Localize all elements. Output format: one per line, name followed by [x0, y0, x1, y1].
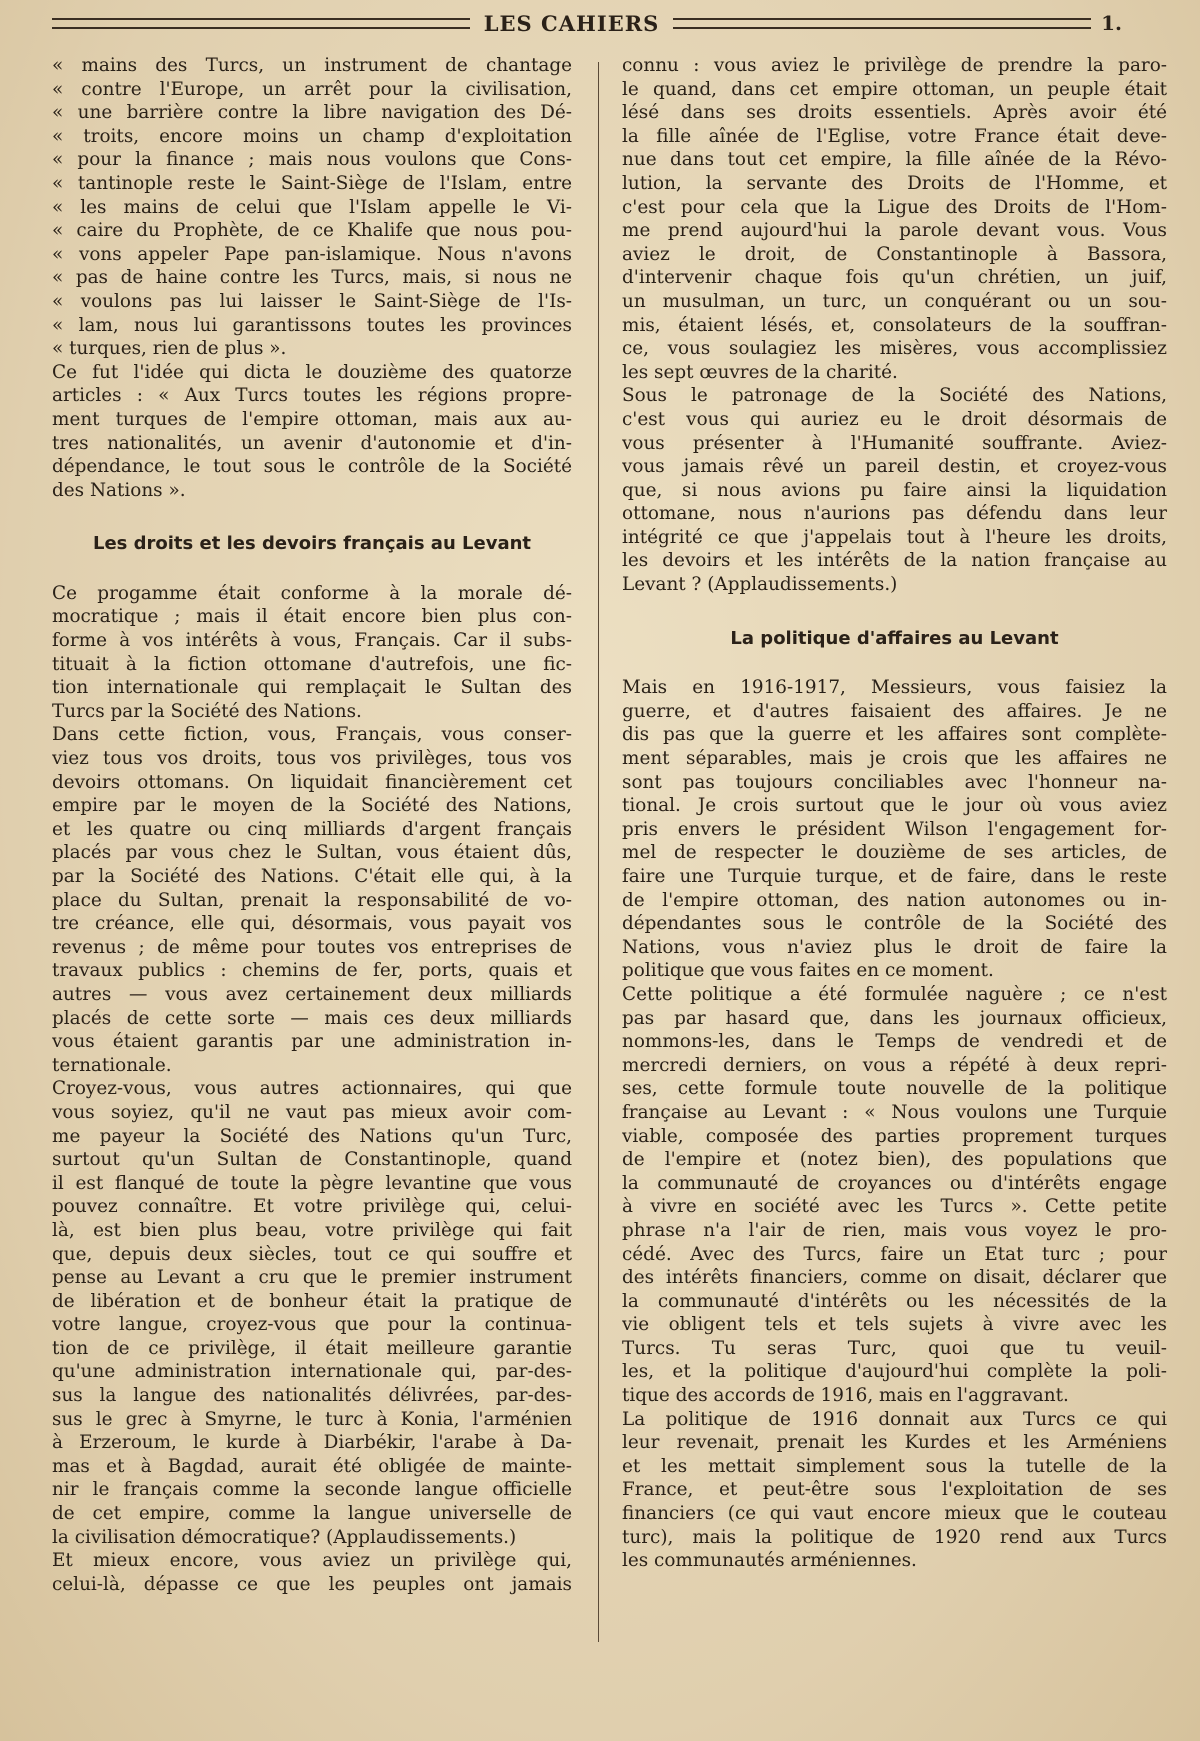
- text-line: forme à vos intérêts à vous, Français. Car il subs-: [52, 630, 572, 652]
- text-line: à vivre en société avec les Turcs ». Cette petite: [622, 1196, 1167, 1218]
- text-line: vous étaient garantis par une administration in-: [52, 1031, 572, 1053]
- text-line: sont pas toujours conciliables avec l'honneur na-: [622, 771, 1167, 793]
- text-line: lésé dans ses droits essentiels. Après avoir été: [622, 102, 1167, 124]
- text-line: Mais en 1916-1917, Messieurs, vous faisiez la: [622, 677, 1167, 699]
- text-line: Levant ? (Applaudissements.): [622, 574, 898, 596]
- text-line: viable, composée des parties proprement turques: [622, 1125, 1167, 1147]
- text-line: mis, étaient lésés, et, consolateurs de la souffran-: [622, 314, 1167, 336]
- text-line: dépendance, le tout sous le contrôle de la Société: [52, 456, 572, 478]
- text-line: place du Sultan, prenait la responsabilité de vo-: [52, 889, 572, 911]
- text-line: Cette politique a été formulée naguère ; ce n'est: [622, 983, 1167, 1005]
- text-line: que, depuis deux siècles, tout ce qui souffre et: [52, 1243, 572, 1265]
- text-line: financiers (ce qui vaut encore mieux que le couteau: [622, 1503, 1167, 1525]
- text-line: il est flanqué de toute la pègre levantine que vous: [52, 1172, 572, 1194]
- text-line: tique des accords de 1916, mais en l'aggravant.: [622, 1385, 1069, 1407]
- text-line: empire par le moyen de la Société des Nations,: [52, 795, 572, 817]
- text-line: vous jamais rêvé un pareil destin, et croyez-vous: [622, 456, 1167, 478]
- text-line: me prend aujourd'hui la parole devant vous. Vous: [622, 220, 1167, 242]
- text-line: des intérêts financiers, comme on disait, déclarer que: [622, 1267, 1167, 1289]
- text-line: ce, vous soulagiez les misères, vous accomplissiez: [622, 338, 1167, 360]
- text-line: « contre l'Europe, un arrêt pour la civilisation,: [52, 78, 572, 100]
- text-line: « les mains de celui que l'Islam appelle le Vi-: [52, 196, 572, 218]
- text-line: celui-là, dépasse ce que les peuples ont jamais: [52, 1573, 572, 1595]
- section-heading: Les droits et les devoirs français au Levant: [92, 533, 532, 555]
- text-line: « pour la finance ; mais nous voulons que Cons-: [52, 149, 572, 171]
- text-line: « une barrière contre la libre navigation des Dé-: [52, 102, 572, 124]
- text-line: dis pas que la guerre et les affaires sont complète-: [622, 724, 1167, 746]
- text-line: française au Levant : « Nous voulons une Turquie: [622, 1101, 1167, 1123]
- text-line: ternationale.: [52, 1054, 172, 1076]
- text-line: devoirs ottomans. On liquidait financièrement cet: [52, 771, 572, 793]
- text-line: ment séparables, mais je crois que les affaires ne: [622, 748, 1167, 770]
- text-line: phrase n'a l'air de rien, mais vous voyez le pro-: [622, 1219, 1167, 1241]
- text-line: travaux publics : chemins de fer, ports, quais et: [52, 960, 572, 982]
- left-column: [52, 54, 572, 1654]
- text-line: tre créance, elle qui, désormais, vous payait vos: [52, 913, 572, 935]
- text-line: d'intervenir chaque fois qu'un chrétien, un juif,: [622, 267, 1167, 289]
- text-line: turc), mais la politique de 1920 rend aux Turcs: [622, 1526, 1167, 1548]
- text-line: viez tous vos droits, tous vos privilèges, tous vos: [52, 748, 572, 770]
- text-line: Et mieux encore, vous aviez un privilège qui,: [52, 1550, 572, 1572]
- text-line: là, est bien plus beau, votre privilège qui fait: [52, 1219, 572, 1241]
- text-line: pense au Levant a cru que le premier instrument: [52, 1267, 572, 1289]
- section-heading: La politique d'affaires au Levant: [730, 627, 1059, 649]
- text-line: mel de respecter le douzième de ses articles, de: [622, 842, 1167, 864]
- text-line: revenus ; de même pour toutes vos entreprises de: [52, 936, 572, 958]
- text-line: la civilisation démocratique? (Applaudissements.): [52, 1526, 517, 1548]
- text-line: les sept œuvres de la charité.: [622, 361, 898, 383]
- text-line: et les quatre ou cinq milliards d'argent français: [52, 818, 572, 840]
- text-line: les, et la politique d'aujourd'hui complète la poli-: [622, 1361, 1167, 1383]
- text-line: et les mettait simplement sous la tutelle de la: [622, 1455, 1167, 1477]
- text-line: Turcs par la Société des Nations.: [52, 700, 362, 722]
- text-line: autres — vous avez certainement deux milliards: [52, 983, 572, 1005]
- text-line: vous présenter à l'Humanité souffrante. Aviez-: [622, 432, 1167, 454]
- text-line: sus le grec à Smyrne, le turc à Konia, l'arménien: [52, 1408, 572, 1430]
- text-line: vous soyiez, qu'il ne vaut pas mieux avoir com-: [52, 1101, 572, 1123]
- text-line: « turques, rien de plus ».: [52, 338, 287, 360]
- text-line: Turcs. Tu seras Turc, quoi que tu veuil-: [622, 1337, 1167, 1359]
- text-line: « lam, nous lui garantissons toutes les provinces: [52, 314, 572, 336]
- text-line: « tantinople reste le Saint-Siège de l'Islam, entre: [52, 172, 572, 194]
- text-line: faire une Turquie turque, et de faire, dans le reste: [622, 866, 1167, 887]
- text-line: les devoirs et les intérêts de la nation française au: [622, 550, 1167, 572]
- text-line: nir le français comme la seconde langue officielle: [52, 1479, 572, 1501]
- text-line: vie obligent tels et tels sujets à vivre avec les: [622, 1314, 1167, 1336]
- text-line: « mains des Turcs, un instrument de chantage: [52, 55, 572, 76]
- text-line: mercredi derniers, on vous a répété à deux repri-: [622, 1054, 1167, 1076]
- text-line: la fille aînée de l'Eglise, votre France était deve-: [622, 125, 1167, 147]
- text-line: des Nations ».: [52, 479, 186, 501]
- text-line: « vons appeler Pape pan-islamique. Nous n'avons: [52, 243, 572, 265]
- text-line: Nations, vous n'aviez plus le droit de faire la: [622, 936, 1167, 958]
- text-line: pris envers le président Wilson l'engagement for-: [622, 818, 1167, 840]
- text-line: tres nationalités, un avenir d'autonomie et d'in-: [52, 432, 572, 454]
- column-divider: [598, 62, 599, 1642]
- text-line: un musulman, un turc, un conquérant ou un sou-: [622, 290, 1167, 312]
- text-line: ment turques de l'empire ottoman, mais aux au-: [52, 408, 572, 430]
- text-line: leur revenait, prenait les Kurdes et les Arméniens: [622, 1432, 1167, 1454]
- text-line: le quand, dans cet empire ottoman, un peuple était: [622, 78, 1167, 100]
- text-line: nue dans tout cet empire, la fille aînée de la Révo-: [622, 149, 1167, 171]
- page-number: 1.: [1101, 11, 1122, 35]
- text-line: par la Société des Nations. C'était elle qui, à la: [52, 866, 572, 887]
- text-line: Ce progamme était conforme à la morale dé-: [52, 582, 572, 604]
- text-line: cédé. Avec des Turcs, faire un Etat turc ; pour: [622, 1243, 1167, 1265]
- journal-title: LES CAHIERS: [483, 10, 660, 36]
- text-line: qu'une administration internationale qui, par-des-: [52, 1361, 572, 1383]
- text-line: « voulons pas lui laisser le Saint-Siège de l'Is-: [52, 290, 572, 312]
- text-line: surtout qu'un Sultan de Constantinople, quand: [52, 1149, 572, 1171]
- text-line: me payeur la Société des Nations qu'un Turc,: [52, 1125, 572, 1147]
- right-column: [622, 54, 1167, 1654]
- text-line: mocratique ; mais il était encore bien plus con-: [52, 606, 572, 628]
- text-line: connu : vous aviez le privilège de prendre la paro-: [622, 55, 1167, 76]
- text-line: la communauté de croyances ou d'intérêts engage: [622, 1172, 1167, 1194]
- text-line: de l'empire et (notez bien), des populations que: [622, 1149, 1167, 1171]
- text-line: la communauté d'intérêts ou les nécessités de la: [622, 1290, 1167, 1312]
- text-line: aviez le droit, de Constantinople à Bassora,: [622, 243, 1167, 265]
- text-line: tion internationale qui remplaçait le Sultan des: [52, 677, 572, 699]
- text-line: ses, cette formule toute nouvelle de la politique: [622, 1078, 1167, 1100]
- header-rule-right: [673, 18, 1091, 29]
- text-line: tional. Je crois surtout que le jour où vous aviez: [622, 795, 1167, 817]
- text-line: les communautés arméniennes.: [622, 1550, 917, 1572]
- text-line: c'est pour cela que la Ligue des Droits de l'Hom-: [622, 196, 1167, 218]
- text-line: « troits, encore moins un champ d'exploitation: [52, 125, 572, 147]
- header-rule-left: [52, 18, 470, 29]
- text-line: Dans cette fiction, vous, Français, vous conser-: [52, 724, 572, 746]
- text-line: La politique de 1916 donnait aux Turcs ce qui: [622, 1408, 1167, 1430]
- text-line: c'est vous qui auriez eu le droit désormais de: [622, 408, 1167, 430]
- text-line: intégrité ce que j'appelais tout à l'heure les droits,: [622, 526, 1167, 548]
- text-line: politique que vous faites en ce moment.: [622, 960, 994, 982]
- text-line: tituait à la fiction ottomane d'autrefois, une fic-: [52, 653, 572, 675]
- text-line: sus la langue des nationalités délivrées, par-des-: [52, 1385, 572, 1407]
- text-line: de libération et de bonheur était la pratique de: [52, 1290, 572, 1312]
- text-line: France, et peut-être sous l'exploitation de ses: [622, 1479, 1167, 1501]
- text-line: « caire du Prophète, de ce Khalife que nous pou-: [52, 220, 572, 242]
- text-line: ottomane, nous n'aurions pas défendu dans leur: [622, 503, 1167, 525]
- text-line: Ce fut l'idée qui dicta le douzième des quatorze: [52, 361, 572, 383]
- text-line: à Erzeroum, le kurde à Diarbékir, l'arabe à Da-: [52, 1432, 572, 1454]
- text-line: Sous le patronage de la Société des Nations,: [622, 385, 1167, 407]
- text-line: de cet empire, comme la langue universelle de: [52, 1503, 572, 1525]
- text-line: articles : « Aux Turcs toutes les régions propre-: [52, 385, 572, 407]
- text-line: tion de ce privilège, il était meilleure garantie: [52, 1337, 572, 1359]
- text-line: de l'empire ottoman, des nation autonomes ou in-: [622, 889, 1167, 911]
- text-line: Croyez-vous, vous autres actionnaires, qui que: [52, 1078, 572, 1100]
- text-line: lution, la servante des Droits de l'Homme, et: [622, 172, 1167, 194]
- text-line: que, si nous avions pu faire ainsi la liquidation: [622, 479, 1167, 501]
- text-line: pouvez connaître. Et votre privilège qui, celui-: [52, 1196, 572, 1218]
- running-header: [52, 8, 1122, 38]
- text-line: votre langue, croyez-vous que pour la continua-: [52, 1314, 572, 1336]
- text-line: dépendantes sous le contrôle de la Société des: [622, 913, 1167, 935]
- text-line: guerre, et d'autres faisaient des affaires. Je ne: [622, 700, 1167, 722]
- text-line: placés par vous chez le Sultan, vous étaient dûs,: [52, 842, 572, 864]
- text-line: placés de cette sorte — mais ces deux milliards: [52, 1007, 572, 1029]
- text-line: nommons-les, dans le Temps de vendredi et de: [622, 1031, 1167, 1053]
- text-line: mas et à Bagdad, aurait été obligée de mainte-: [52, 1455, 572, 1477]
- text-line: pas par hasard que, dans les journaux officieux,: [622, 1007, 1167, 1029]
- text-line: « pas de haine contre les Turcs, mais, si nous ne: [52, 267, 572, 289]
